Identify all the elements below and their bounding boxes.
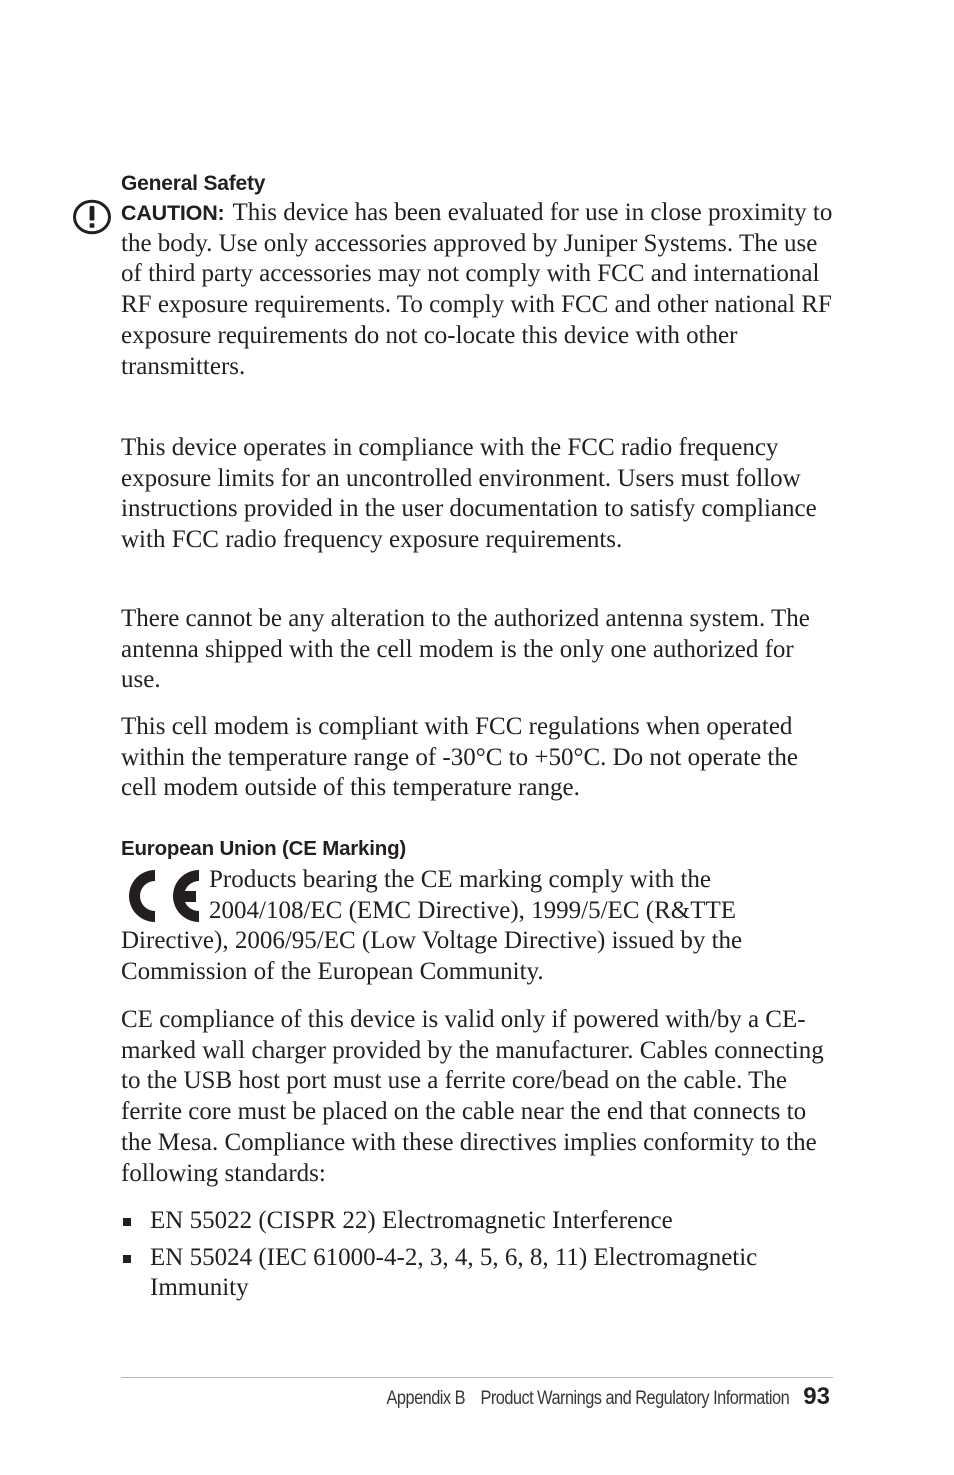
footer-chapter-title: Product Warnings and Regulatory Information <box>480 1388 790 1409</box>
page-number: 93 <box>803 1383 830 1410</box>
paragraph-fcc-exposure-limits: This device operates in compliance with the FCC radio frequency exposure limits for an uncontrolled environment. Users must follow instructions provided in the user documentation to satisfy compliance with FCC radio frequency exposure requirements. <box>121 434 817 554</box>
square-bullet-icon <box>123 1218 131 1226</box>
caution-exclamation-icon <box>72 199 112 235</box>
page-footer <box>321 1383 830 1411</box>
ce-marking-text: Products bearing the CE marking comply with the 2004/108/EC (EMC Directive), 1999/5/EC (R&TTE Directive), 2006/95/EC (Low Voltage Directive) issued by the Commission of the European Community. <box>121 866 743 986</box>
standard-text: EN 55024 (IEC 61000-4-2, 3, 4, 5, 6, 8, 11) Electromagnetic Immunity <box>150 1243 758 1302</box>
section-heading-european-union: European Union (CE Marking) <box>121 837 407 860</box>
list-item <box>121 1206 833 1237</box>
standard-text: EN 55022 (CISPR 22) Electromagnetic Interference <box>150 1207 673 1234</box>
caution-text: This device has been evaluated for use in close proximity to the body. Use only accessories approved by Juniper Systems. The use of third party accessories may not comply with FCC and international RF exposure requirements. To comply with FCC and other national RF exposure requirements do not co-locate this device with other transmitters. <box>121 199 833 380</box>
paragraph-temperature-range: This cell modem is compliant with FCC regulations when operated within the temperature range of -30°C to +50°C. Do not operate the cell modem outside of this temperature range. <box>121 713 798 802</box>
section-heading-general-safety: General Safety <box>121 172 266 195</box>
caution-label: CAUTION: <box>121 201 225 225</box>
ce-marking-paragraph <box>121 865 833 988</box>
list-item <box>121 1243 833 1304</box>
footer-chapter <box>387 1388 790 1410</box>
paragraph-ce-compliance: CE compliance of this device is valid only if powered with/by a CE-marked wall charger provided by the manufacturer. Cables connecting to the USB host port must use a ferrite core/bead on the cable. The ferrite core must be placed on the cable near the end that connects to the Mesa. Compliance with these directives implies conformity to the following standards: <box>121 1006 824 1187</box>
caution-paragraph <box>121 198 833 382</box>
square-bullet-icon <box>123 1255 131 1263</box>
paragraph-antenna: There cannot be any alteration to the authorized antenna system. The antenna shipped with the cell modem is the only one authorized for use. <box>121 605 810 694</box>
footer-appendix: Appendix B <box>386 1388 466 1409</box>
standards-list <box>121 1206 833 1310</box>
footer-divider <box>121 1377 833 1378</box>
